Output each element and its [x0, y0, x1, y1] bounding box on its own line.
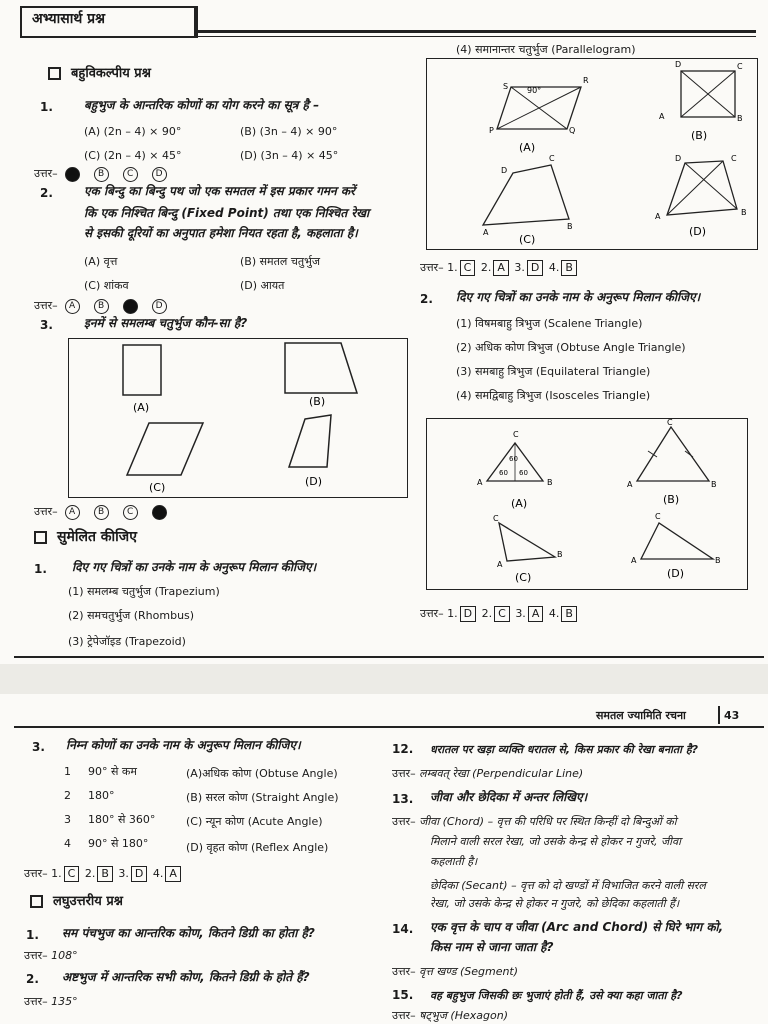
- m3-row-2-value: 180°: [88, 789, 115, 802]
- answer-label: उत्तर–: [34, 505, 58, 518]
- s13-number: 13.: [392, 792, 414, 806]
- s13-question: जीवा और छेदिका में अन्तर लिखिए।: [430, 790, 588, 804]
- bubble-b[interactable]: B: [94, 167, 109, 182]
- answer-box: C: [64, 866, 80, 882]
- answer-box: C: [494, 606, 510, 622]
- answer-num: 3.: [118, 867, 129, 880]
- q2-option-c: (C) शांकव: [84, 279, 129, 292]
- m2-item-2: (2) अधिक कोण त्रिभुज (Obtuse Angle Triangle): [456, 341, 686, 354]
- m2-text: दिए गए चित्रों का उनके नाम के अनुरूप मिलान कीजिए।: [456, 290, 701, 304]
- m3-row-3-value: 180° से 360°: [88, 813, 156, 826]
- m3-number: 3.: [32, 740, 45, 754]
- q1-option-d: (D) (3n – 4) × 45°: [240, 149, 339, 162]
- answer-box: D: [131, 866, 147, 882]
- q3-number: 3.: [40, 318, 53, 332]
- diagonal-line: [667, 161, 723, 215]
- vertex-label: C: [493, 514, 499, 523]
- vertex-label: D: [501, 166, 508, 175]
- m2-triangles-figure: [427, 419, 747, 589]
- vertex-label: B: [741, 208, 747, 217]
- bubble-a-filled[interactable]: A: [65, 167, 80, 182]
- vertex-label: B: [557, 550, 563, 559]
- vertex-label: C: [667, 419, 673, 427]
- q1-number: 1.: [40, 100, 53, 114]
- m3-row-3-name: (C) न्यून कोण (Acute Angle): [186, 815, 323, 828]
- page-bottom-rule: [14, 656, 764, 658]
- s14-answer: वृत्त खण्ड (Segment): [419, 965, 519, 978]
- m3-answer-row: [24, 866, 183, 882]
- fig-label-c: (C): [149, 481, 166, 494]
- m3-text: निम्न कोणों का उनके नाम के अनुरूप मिलान कीजिए।: [66, 738, 301, 752]
- vertex-label: S: [503, 82, 509, 91]
- m3-row-1-value: 90° से कम: [88, 765, 137, 778]
- angle-label: 60: [499, 469, 508, 477]
- mcq-heading: [48, 66, 151, 81]
- header-rule: [196, 30, 756, 33]
- vertex-label: B: [567, 222, 573, 231]
- fig-label-d: (D): [689, 225, 707, 238]
- s12-question: धरातल पर खड़ा व्यक्ति धरातल से, किस प्रकार की रेखा बनाता है?: [430, 743, 699, 756]
- trapezium-shape: [285, 343, 357, 393]
- m2-item-3: (3) समबाहु त्रिभुज (Equilateral Triangle): [456, 365, 651, 378]
- answer-box: D: [527, 260, 543, 276]
- angle-label: 60: [519, 469, 528, 477]
- answer-num: 1.: [51, 867, 62, 880]
- q1-option-b: (B) (3n – 4) × 90°: [240, 125, 338, 138]
- answer-num: 4.: [548, 607, 560, 620]
- answer-box: B: [97, 866, 113, 882]
- bubble-d[interactable]: D: [152, 299, 167, 314]
- mcq-heading-label: बहुविकल्पीय प्रश्न: [71, 66, 151, 81]
- s12-answer-row: [392, 766, 583, 781]
- running-head: समतल ज्यामिति रचना: [596, 709, 686, 722]
- m3-row-1-name: (A)अधिक कोण (Obtuse Angle): [186, 767, 338, 780]
- answer-label: उत्तर–: [420, 261, 444, 274]
- m3-row-4-value: 90° से 180°: [88, 837, 149, 850]
- q2-line-1: एक बिन्दु का बिन्दु पथ जो एक समतल में इस प्रकार गमन करें: [84, 184, 355, 198]
- fig-label-a: (A): [519, 141, 536, 154]
- fig-label-d: (D): [305, 475, 323, 488]
- bubble-c-filled[interactable]: C: [123, 299, 138, 314]
- s1-answer-row: [24, 948, 78, 963]
- vertex-label: C: [731, 154, 737, 163]
- m1-item-1: (1) समलम्ब चतुर्भुज (Trapezium): [68, 585, 220, 598]
- m3-row-3-num: 3: [64, 813, 71, 826]
- vertex-label: D: [675, 154, 682, 163]
- answer-box: C: [460, 260, 476, 276]
- trapezium-abcd: [483, 165, 569, 225]
- s2-question: अष्टभुज में आन्तरिक सभी कोण, कितने डिग्री के होते हैं?: [62, 970, 310, 984]
- q3-shapes-figure: [69, 339, 407, 497]
- m3-row-4-num: 4: [64, 837, 71, 850]
- q1-option-a: (A) (2n – 4) × 90°: [84, 125, 182, 138]
- m2-item-4: (4) समद्विबाहु त्रिभुज (Isosceles Triangle): [456, 389, 651, 402]
- answer-num: 1.: [447, 607, 458, 620]
- m2-number: 2.: [420, 292, 433, 306]
- answer-label: उत्तर–: [24, 867, 48, 880]
- q2-line-3: से इसकी दूरियों का अनुपात हमेशा नियत रहता है, कहलाता है।: [84, 226, 358, 240]
- bubble-c[interactable]: C: [123, 167, 138, 182]
- q2-option-a: (A) वृत्त: [84, 255, 118, 268]
- fig-label-b: (B): [691, 129, 708, 142]
- answer-label: उत्तर–: [392, 767, 416, 780]
- s13-chord-line-2: मिलाने वाली सरल रेखा, जो उसके केन्द्र से होकर न गुजरे, जीवा: [430, 835, 681, 848]
- m2-item-1: (1) विषमबाहु त्रिभुज (Scalene Triangle): [456, 317, 643, 330]
- answer-label: उत्तर–: [392, 965, 416, 978]
- short-heading: [30, 894, 123, 909]
- bubble-d-filled[interactable]: D: [152, 505, 167, 520]
- vertex-label: A: [659, 112, 665, 121]
- m1-number: 1.: [34, 562, 47, 576]
- vertex-label: C: [549, 154, 555, 163]
- m1-item-4: (4) समानान्तर चतुर्भुज (Parallelogram): [456, 43, 636, 56]
- s13-chord-line-1: जीवा (Chord) – वृत्त की परिधि पर स्थित किन्हीं दो बिन्दुओं को: [419, 815, 677, 828]
- fig-label-c: (C): [515, 571, 532, 584]
- angle-label: 90°: [527, 86, 542, 95]
- vertex-label: A: [631, 556, 637, 565]
- answer-num: 4.: [548, 261, 560, 274]
- parallelogram-shape: [127, 423, 203, 475]
- q2-option-d: (D) आयत: [240, 279, 285, 292]
- vertex-label: B: [715, 556, 721, 565]
- q3-answer-row: [34, 504, 174, 520]
- answer-box: A: [493, 260, 509, 276]
- s1-question: सम पंचभुज का आन्तरिक कोण, कितने डिग्री का होता है?: [62, 926, 315, 940]
- answer-num: 2.: [481, 607, 493, 620]
- q1-text: बहुभुज के आन्तरिक कोणों का योग करने का सूत्र है –: [84, 98, 320, 112]
- diagonal-line: [685, 163, 737, 209]
- answer-num: 2.: [480, 261, 492, 274]
- s13-answer-row: [392, 814, 677, 829]
- answer-num: 1.: [447, 261, 458, 274]
- s15-question: वह बहुभुज जिसकी छः भुजाएं होती हैं, उसे क्या कहा जाता है?: [430, 989, 683, 1002]
- bubble-d[interactable]: D: [152, 167, 167, 182]
- s2-number: 2.: [26, 972, 39, 986]
- s14-question-line-2: किस नाम से जाना जाता है?: [430, 940, 554, 954]
- bubble-a[interactable]: A: [65, 299, 80, 314]
- answer-num: 3.: [515, 607, 526, 620]
- bubble-b[interactable]: B: [94, 505, 109, 520]
- obtuse-triangle: [499, 523, 555, 561]
- trapezoid-abcd: [667, 161, 737, 215]
- square-bullet-icon: [34, 531, 47, 544]
- s12-answer: लम्बवत् रेखा (Perpendicular Line): [419, 767, 584, 780]
- fig-label-a: (A): [133, 401, 150, 414]
- m1-answer-row: [420, 260, 579, 276]
- m1-item-2: (2) समचतुर्भुज (Rhombus): [68, 609, 195, 622]
- match-heading-label: सुमेलित कीजिए: [57, 529, 137, 545]
- vertex-label: Q: [569, 126, 576, 135]
- s2-answer-row: [24, 994, 78, 1009]
- vertex-label: B: [547, 478, 553, 487]
- bubble-b[interactable]: B: [94, 299, 109, 314]
- m3-row-4-name: (D) वृहत कोण (Reflex Angle): [186, 841, 329, 854]
- m1-text: दिए गए चित्रों का उनके नाम के अनुरूप मिलान कीजिए।: [72, 560, 317, 574]
- square-shape: [123, 345, 161, 395]
- answer-label: उत्तर–: [24, 995, 48, 1008]
- vertex-label: R: [583, 76, 589, 85]
- s14-answer-row: [392, 964, 518, 979]
- m3-row-2-num: 2: [64, 789, 71, 802]
- vertex-label: A: [477, 478, 483, 487]
- vertex-label: B: [737, 114, 743, 123]
- m1-figure-box: [426, 58, 758, 250]
- short-heading-label: लघुउत्तरीय प्रश्न: [53, 894, 123, 909]
- q2-line-2: कि एक निश्चित बिन्दु (Fixed Point) तथा एक निश्चित रेखा: [84, 206, 370, 220]
- answer-box: B: [561, 606, 577, 622]
- answer-label: उत्तर–: [420, 607, 444, 620]
- vertex-label: A: [627, 480, 633, 489]
- s15-answer-row: [392, 1008, 508, 1023]
- answer-label: उत्तर–: [34, 299, 58, 312]
- q2-option-b: (B) समतल चतुर्भुज: [240, 255, 321, 268]
- q1-answer-row: [34, 166, 174, 182]
- q1-option-c: (C) (2n – 4) × 45°: [84, 149, 182, 162]
- s2-answer: 135°: [51, 995, 78, 1008]
- answer-num: 3.: [514, 261, 525, 274]
- answer-box: B: [561, 260, 577, 276]
- running-head-rule: [14, 726, 764, 728]
- m2-answer-row: [420, 606, 579, 622]
- s15-number: 15.: [392, 988, 414, 1002]
- answer-box: A: [528, 606, 544, 622]
- answer-num: 2.: [84, 867, 96, 880]
- page-number: 43: [724, 709, 740, 722]
- match-heading: [34, 530, 137, 545]
- fig-label-b: (B): [663, 493, 680, 506]
- answer-label: उत्तर–: [34, 167, 58, 180]
- m3-row-1-num: 1: [64, 765, 71, 778]
- q3-figure-box: [68, 338, 408, 498]
- q2-number: 2.: [40, 186, 53, 200]
- answer-num: 4.: [152, 867, 164, 880]
- vertex-label: C: [655, 512, 661, 521]
- s13-secant-line-2: रेखा, जो उसके केन्द्र से होकर न गुजरे, को छेदिका कहलाती हैं।: [430, 897, 680, 910]
- answer-label: उत्तर–: [24, 949, 48, 962]
- m1-quadrilaterals-figure: [427, 59, 757, 249]
- vertex-label: A: [655, 212, 661, 221]
- vertex-label: P: [489, 126, 494, 135]
- vertex-label: B: [711, 480, 717, 489]
- vertex-label: C: [737, 62, 743, 71]
- s14-number: 14.: [392, 922, 414, 936]
- bubble-c[interactable]: C: [123, 505, 138, 520]
- answer-box: A: [165, 866, 181, 882]
- vertex-label: D: [675, 60, 682, 69]
- fig-label-a: (A): [511, 497, 528, 510]
- s13-secant-line-1: छेदिका (Secant) – वृत्त को दो खण्डों में विभाजित करने वाली सरल: [430, 879, 706, 892]
- isosceles-triangle: [637, 427, 709, 481]
- q3-text: इनमें से समलम्ब चतुर्भुज कौन-सा है?: [84, 316, 248, 330]
- vertex-label: A: [497, 560, 503, 569]
- angle-label: 60: [509, 455, 518, 463]
- s14-question-line-1: एक वृत्त के चाप व जीवा (Arc and Chord) से घिरे भाग को,: [430, 920, 724, 934]
- section-header-title: अभ्यासार्थ प्रश्न: [32, 11, 106, 27]
- s1-answer: 108°: [51, 949, 78, 962]
- s12-number: 12.: [392, 742, 414, 756]
- vertex-label: A: [483, 228, 489, 237]
- q2-answer-row: [34, 298, 174, 314]
- fig-label-d: (D): [667, 567, 685, 580]
- square-bullet-icon: [30, 895, 43, 908]
- page-number-divider: [718, 706, 720, 724]
- square-bullet-icon: [48, 67, 61, 80]
- answer-label: उत्तर–: [392, 1009, 416, 1022]
- quadrilateral-shape: [289, 415, 331, 467]
- answer-box: D: [460, 606, 476, 622]
- m1-item-3: (3) ट्रेपेजॉइड (Trapezoid): [68, 635, 186, 648]
- s13-chord-line-3: कहलाती है।: [430, 855, 478, 868]
- s1-number: 1.: [26, 928, 39, 942]
- bubble-a[interactable]: A: [65, 505, 80, 520]
- header-rule-thin: [196, 36, 756, 37]
- scalene-triangle: [641, 523, 713, 559]
- fig-label-c: (C): [519, 233, 536, 246]
- m2-figure-box: [426, 418, 748, 590]
- s15-answer: षट्भुज (Hexagon): [419, 1009, 508, 1022]
- page-gap: [0, 664, 768, 694]
- vertex-label: C: [513, 430, 519, 439]
- answer-label: उत्तर–: [392, 815, 416, 828]
- fig-label-b: (B): [309, 395, 326, 408]
- m3-row-2-name: (B) सरल कोण (Straight Angle): [186, 791, 339, 804]
